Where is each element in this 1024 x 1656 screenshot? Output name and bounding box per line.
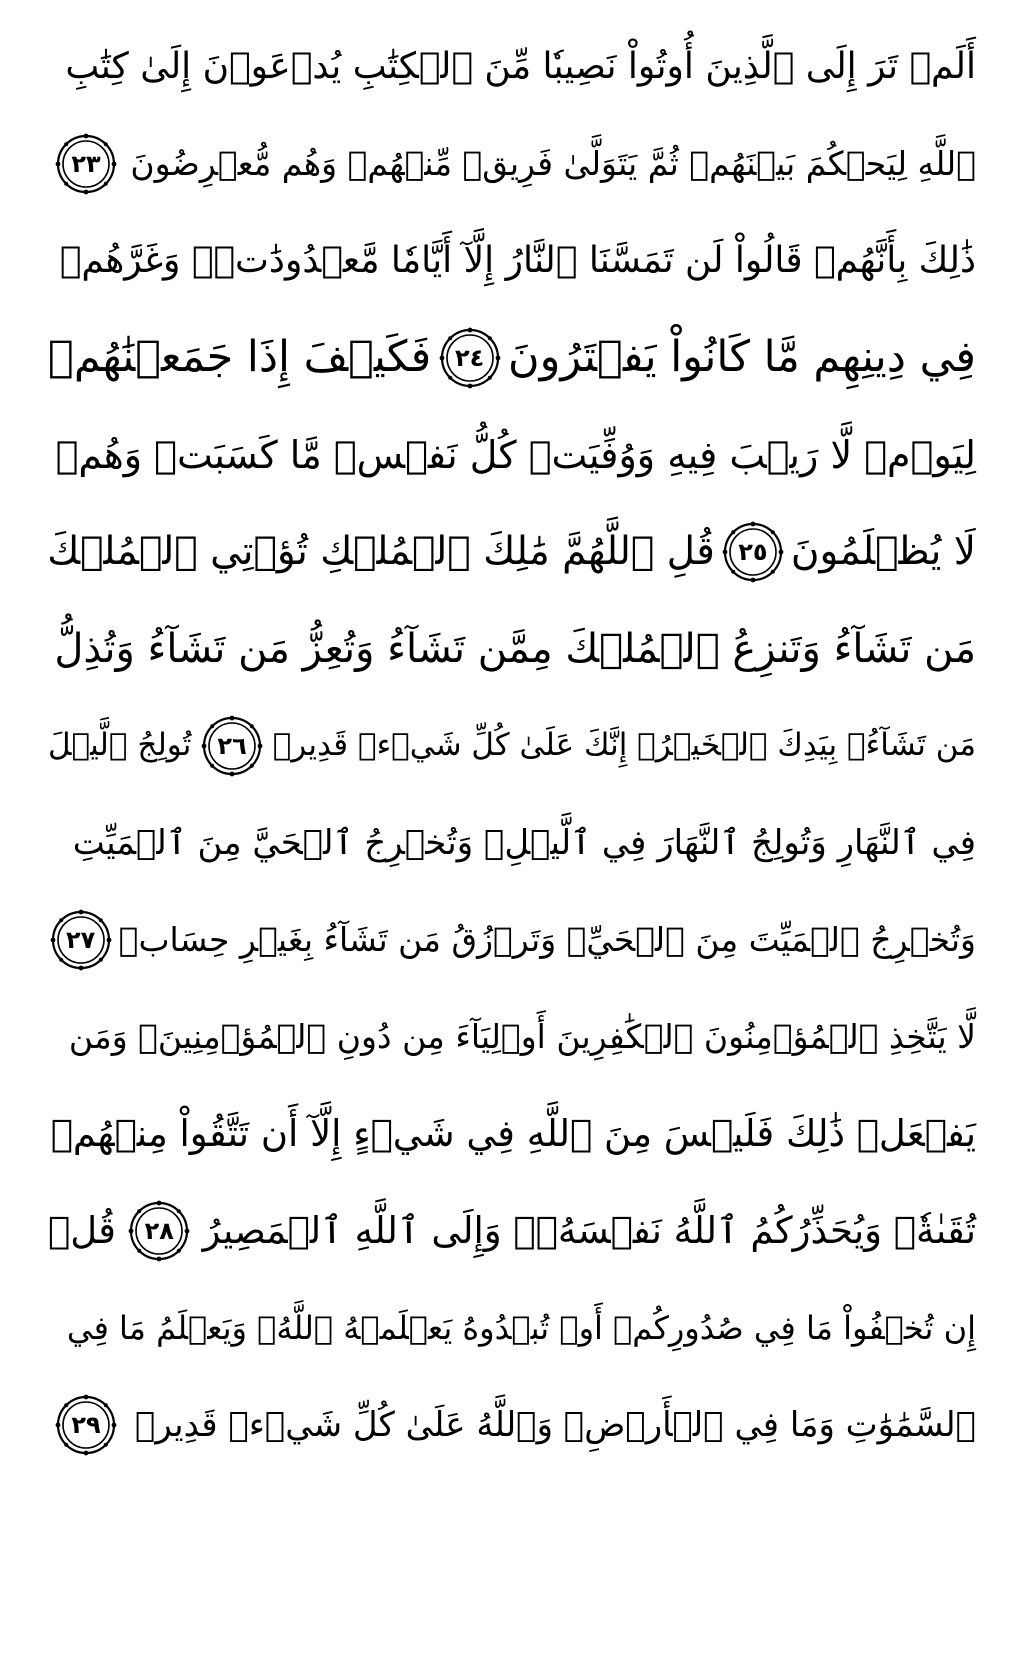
text-line	[48, 1376, 976, 1473]
ayah-number-marker	[721, 520, 785, 584]
verse-text: لَا يُظۡلَمُونَ	[790, 529, 976, 574]
text-line	[48, 18, 976, 115]
verse-text: مَن تَشَآءُ وَتَنزِعُ ٱلۡمُلۡكَ مِمَّن تَشَآءُ وَتُعِزُّ مَن تَشَآءُ وَتُذِلُّ	[54, 625, 976, 672]
ayah-number: ٢٦	[217, 731, 247, 760]
verse-text: فِي دِينِهِم مَّا كَانُواْ يَفۡتَرُونَ	[507, 332, 976, 382]
text-line	[48, 988, 976, 1085]
text-line	[48, 794, 976, 891]
ayah-number: ٢٤	[454, 343, 485, 372]
ayah-number-marker	[200, 714, 264, 778]
verse-text: ٱللَّهِ لِيَحۡكُمَ بَيۡنَهُمۡ ثُمَّ يَتَوَلَّىٰ فَرِيقٞ مِّنۡهُمۡ وَهُم مُّعۡرِضُونَ	[130, 144, 976, 183]
text-line	[48, 503, 976, 600]
verse-text: ٱلسَّمَٰوَٰتِ وَمَا فِي ٱلۡأَرۡضِۗ وَٱللَّهُ عَلَىٰ كُلِّ شَيۡءٖ قَدِيرٞ	[134, 1404, 976, 1445]
verse-text: وَتُخۡرِجُ ٱلۡمَيِّتَ مِنَ ٱلۡحَيِّۖ وَتَرۡزُقُ مَن تَشَآءُ بِغَيۡرِ حِسَابٖ	[118, 920, 976, 959]
verse-text: فِي ٱلنَّهَارِ وَتُولِجُ ٱلنَّهَارَ فِي ٱلَّيۡلِۖ وَتُخۡرِجُ ٱلۡحَيَّ مِنَ ٱلۡمَيِّتِ	[72, 822, 976, 863]
ayah-number-marker	[127, 1199, 191, 1263]
ayah-number-marker	[54, 1393, 118, 1457]
verse-text: إِن تُخۡفُواْ مَا فِي صُدُورِكُمۡ أَوۡ تُبۡدُوهُ يَعۡلَمۡهُ ٱللَّهُۗ وَيَعۡلَمُ مَا فِي	[66, 1308, 976, 1347]
verse-text: قُلۡ	[48, 1209, 116, 1252]
ayah-number: ٢٥	[738, 537, 768, 566]
text-line	[48, 891, 976, 988]
text-line	[48, 697, 976, 794]
verse-text: قُلِ ٱللَّهُمَّ مَٰلِكَ ٱلۡمُلۡكِ تُؤۡتِي ٱلۡمُلۡكَ	[47, 529, 715, 574]
verse-text: لَّا يَتَّخِذِ ٱلۡمُؤۡمِنُونَ ٱلۡكَٰفِرِينَ أَوۡلِيَآءَ مِن دُونِ ٱلۡمُؤۡمِنِينَۖ وَمَن	[68, 1017, 976, 1056]
text-lines	[48, 18, 976, 1473]
text-line	[48, 1279, 976, 1376]
text-line	[48, 115, 976, 212]
text-line	[48, 406, 976, 503]
text-line	[48, 309, 976, 406]
verse-text: يَفۡعَلۡ ذَٰلِكَ فَلَيۡسَ مِنَ ٱللَّهِ فِي شَيۡءٍ إِلَّآ أَن تَتَّقُواْ مِنۡهُمۡ	[50, 1112, 976, 1155]
text-line	[48, 212, 976, 309]
verse-text: أَلَمۡ تَرَ إِلَى ٱلَّذِينَ أُوتُواْ نَصِيبٗا مِّنَ ٱلۡكِتَٰبِ يُدۡعَوۡنَ إِلَىٰ كِتَٰبِ	[65, 45, 976, 87]
text-line	[48, 1182, 976, 1279]
ayah-number-marker	[438, 326, 502, 390]
verse-text: فَكَيۡفَ إِذَا جَمَعۡنَٰهُمۡ	[48, 332, 432, 382]
verse-text: تُقَىٰةٗۗ وَيُحَذِّرُكُمُ ٱللَّهُ نَفۡسَهُۥۗ وَإِلَى ٱللَّهِ ٱلۡمَصِيرُ	[202, 1209, 976, 1252]
ayah-number: ٢٧	[66, 925, 96, 954]
text-line	[48, 1085, 976, 1182]
verse-text: ذَٰلِكَ بِأَنَّهُمۡ قَالُواْ لَن تَمَسَّنَا ٱلنَّارُ إِلَّآ أَيَّامٗا مَّعۡدُودَٰتٖۖ وَغَرَّهُمۡ	[59, 239, 976, 281]
ayah-number: ٢٣	[71, 149, 101, 178]
verse-text: لِيَوۡمٖ لَّا رَيۡبَ فِيهِ وَوُفِّيَتۡ كُلُّ نَفۡسٖ مَّا كَسَبَتۡ وَهُمۡ	[55, 432, 976, 477]
verse-text: مَن تَشَآءُۖ بِيَدِكَ ٱلۡخَيۡرُۖ إِنَّكَ عَلَىٰ كُلِّ شَيۡءٖ قَدِيرٞ	[272, 727, 976, 763]
text-line	[48, 600, 976, 697]
verse-text: تُولِجُ ٱلَّيۡلَ	[48, 727, 192, 763]
ayah-number: ٢٨	[144, 1216, 174, 1245]
ayah-number-marker	[54, 132, 118, 196]
ayah-number: ٢٩	[71, 1410, 101, 1439]
ayah-number-marker	[49, 908, 113, 972]
